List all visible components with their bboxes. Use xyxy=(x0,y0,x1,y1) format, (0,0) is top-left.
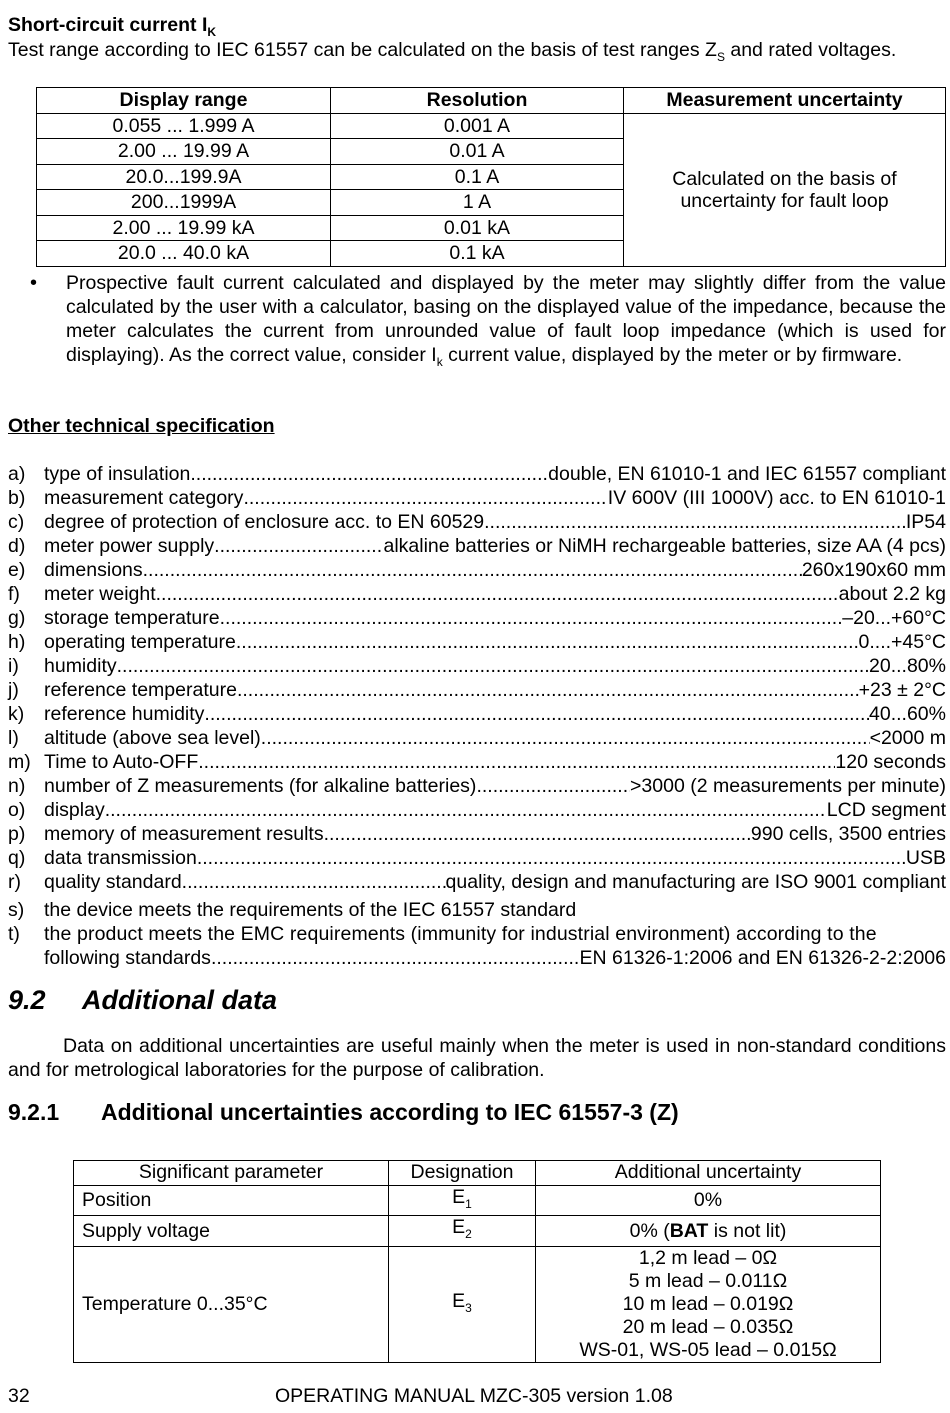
table-cell: $E_1$ xyxy=(389,1185,536,1216)
spec-label: the device meets the requirements of the IEC 61557 standard xyxy=(44,899,577,921)
spec-label: following standards xyxy=(44,947,211,969)
bullet-note: Prospective fault current calculated and displayed by the meter may slightly differ from the value calculated by the user with a calculator, basing on the displayed value of the impedance, because the meter calculates the current from unrounded value of fault loop impedance (which is used for displaying). As the correct value, consider $I_k$ current value, displayed by the meter or by firmware. xyxy=(66,272,946,369)
spec-letter: p) xyxy=(8,823,26,845)
table-cell: 20.0...199.9A xyxy=(37,164,331,190)
table-cell: $E_3$ xyxy=(389,1247,536,1363)
table-cell: Position xyxy=(74,1185,389,1216)
table-cell xyxy=(536,1247,881,1363)
spec-value: quality, design and manufacturing are ISO 9001 compliant xyxy=(445,871,946,893)
table-cell: 0.1 kA xyxy=(331,241,624,267)
section-heading-9-2-1: 9.2.1 Additional uncertainties according to IEC 61557-3 (Z) xyxy=(8,1099,679,1125)
spec-letter: c) xyxy=(8,511,25,533)
additional-data-paragraph: Data on additional uncertainties are useful mainly when the meter is used in non-standard conditions and for metrological laboratories for the purpose of calibration. xyxy=(8,1035,946,1081)
spec-letter: n) xyxy=(8,775,26,797)
spec-item xyxy=(8,534,946,558)
spec-value: EN 61326-1:2006 and EN 61326-2-2:2006 xyxy=(579,947,946,969)
table-header: Measurement uncertainty xyxy=(624,88,946,114)
spec-letter: q) xyxy=(8,847,26,869)
uncertainty-line: WS-01, WS-05 lead – 0.015Ω xyxy=(579,1339,837,1362)
table-cell: 1 A xyxy=(331,190,624,216)
table-cell: 2.00 ... 19.99 kA xyxy=(37,215,331,241)
leader-dots xyxy=(214,534,383,558)
table-header: Resolution xyxy=(331,88,624,114)
spec-item xyxy=(8,630,946,654)
spec-letter: h) xyxy=(8,631,26,653)
spec-value: about 2.2 kg xyxy=(838,583,946,605)
leader-dots xyxy=(182,870,446,894)
page-number: 32 xyxy=(8,1385,30,1407)
spec-value: double, EN 61010-1 and IEC 61557 compliant xyxy=(548,463,946,485)
table-cell: 0% xyxy=(536,1185,881,1216)
leader-dots xyxy=(236,630,859,654)
spec-value: LCD segment xyxy=(826,799,946,821)
leader-dots xyxy=(484,510,906,534)
spec-value: 40...60% xyxy=(869,703,946,725)
spec-letter: a) xyxy=(8,463,26,485)
spec-letter: d) xyxy=(8,535,26,557)
leader-dots xyxy=(243,486,607,510)
spec-label: data transmission xyxy=(44,847,197,869)
spec-letter: s) xyxy=(8,899,25,921)
spec-label: memory of measurement results xyxy=(44,823,324,845)
table-row xyxy=(74,1247,881,1363)
spec-letter: m) xyxy=(8,751,31,773)
spec-item xyxy=(8,558,946,582)
spec-label: dimensions xyxy=(44,559,143,581)
spec-label: Time to Auto-OFF xyxy=(44,751,199,773)
spec-label: type of insulation xyxy=(44,463,191,485)
table-row xyxy=(74,1216,881,1247)
spec-label: reference humidity xyxy=(44,703,205,725)
spec-letter: g) xyxy=(8,607,26,629)
uncertainty-line: 1,2 m lead – 0Ω xyxy=(638,1247,778,1270)
spec-label: operating temperature xyxy=(44,631,236,653)
uncertainty-line: 20 m lead – 0.035Ω xyxy=(622,1316,794,1339)
spec-item xyxy=(8,750,946,774)
section-title-short-circuit: Short-circuit current $I_K$ xyxy=(8,14,217,39)
table-header: Additional uncertainty xyxy=(536,1161,881,1186)
leader-dots xyxy=(476,774,630,798)
spec-value: USB xyxy=(905,847,946,869)
spec-item xyxy=(8,510,946,534)
table-header-row xyxy=(37,88,946,114)
bullet-icon: • xyxy=(30,272,38,294)
spec-letter: i) xyxy=(8,655,19,677)
spec-value: 990 cells, 3500 entries xyxy=(750,823,946,845)
spec-item xyxy=(8,898,946,922)
leader-dots xyxy=(211,946,580,970)
spec-letter: k) xyxy=(8,703,25,725)
leader-dots xyxy=(156,582,839,606)
spec-label: humidity xyxy=(44,655,117,677)
short-circuit-intro: Test range according to IEC 61557 can be calculated on the basis of test ranges $Z_S$ and rated voltages. xyxy=(8,39,897,64)
table-header: Significant parameter xyxy=(74,1161,389,1186)
leader-dots xyxy=(220,606,843,630)
spec-item xyxy=(8,798,946,822)
spec-item xyxy=(8,946,946,970)
uncertainty-line: uncertainty for fault loop xyxy=(680,189,889,212)
table-row xyxy=(37,113,946,139)
table-cell: 0.1 A xyxy=(331,164,624,190)
spec-letter: l) xyxy=(8,727,19,749)
leader-dots xyxy=(261,726,870,750)
leader-dots xyxy=(197,846,906,870)
table-cell: Temperature 0...35°C xyxy=(74,1247,389,1363)
spec-item xyxy=(8,606,946,630)
spec-label: measurement category xyxy=(44,487,244,509)
spec-item xyxy=(8,822,946,846)
spec-label: display xyxy=(44,799,105,821)
spec-item xyxy=(8,678,946,702)
uncertainty-line: 10 m lead – 0.019Ω xyxy=(622,1293,794,1316)
spec-value: 260x190x60 mm xyxy=(801,559,946,581)
spec-label: degree of protection of enclosure acc. to EN 60529 xyxy=(44,511,485,533)
spec-label: storage temperature xyxy=(44,607,220,629)
spec-item xyxy=(8,582,946,606)
spec-value: 120 seconds xyxy=(835,751,946,773)
table-header-row xyxy=(74,1161,881,1186)
spec-letter: b) xyxy=(8,487,26,509)
short-circuit-table xyxy=(36,87,946,267)
spec-value: >3000 (2 measurements per minute) xyxy=(630,775,946,797)
leader-dots xyxy=(237,678,859,702)
spec-label: altitude (above sea level) xyxy=(44,727,261,749)
spec-item xyxy=(8,486,946,510)
spec-label: reference temperature xyxy=(44,679,237,701)
spec-value: <2000 m xyxy=(869,727,946,749)
leader-dots xyxy=(117,654,869,678)
table-cell: 2.00 ... 19.99 A xyxy=(37,139,331,165)
spec-item xyxy=(8,726,946,750)
spec-item xyxy=(8,774,946,798)
uncertainty-cell xyxy=(624,113,946,266)
table-cell: 0.01 kA xyxy=(331,215,624,241)
section-heading-9-2: 9.2 Additional data xyxy=(8,985,277,1015)
spec-value: 20...80% xyxy=(869,655,946,677)
spec-letter: t) xyxy=(8,923,20,945)
uncertainty-line: 5 m lead – 0.011Ω xyxy=(628,1270,788,1293)
spec-item xyxy=(8,922,946,946)
other-spec-heading: Other technical specification xyxy=(8,415,275,437)
spec-item xyxy=(8,870,946,894)
table-cell: Supply voltage xyxy=(74,1216,389,1247)
spec-item xyxy=(8,702,946,726)
table-cell: 0.055 ... 1.999 A xyxy=(37,113,331,139)
spec-value: –20...+60°C xyxy=(842,607,946,629)
spec-item xyxy=(8,462,946,486)
table-cell: 20.0 ... 40.0 kA xyxy=(37,241,331,267)
spec-value: IP54 xyxy=(905,511,946,533)
table-header: Display range xyxy=(37,88,331,114)
table-cell: 200...1999A xyxy=(37,190,331,216)
uncertainty-line: Calculated on the basis of xyxy=(672,167,897,190)
spec-label: quality standard xyxy=(44,871,182,893)
leader-dots xyxy=(324,822,751,846)
spec-label: number of Z measurements (for alkaline batteries) xyxy=(44,775,477,797)
spec-letter: r) xyxy=(8,871,21,893)
spec-letter: j) xyxy=(8,679,19,701)
spec-label: meter weight xyxy=(44,583,156,605)
table-cell: $E_2$ xyxy=(389,1216,536,1247)
leader-dots xyxy=(198,750,835,774)
leader-dots xyxy=(105,798,827,822)
spec-label: meter power supply xyxy=(44,535,215,557)
leader-dots xyxy=(204,702,869,726)
spec-item xyxy=(8,846,946,870)
spec-letter: f) xyxy=(8,583,20,605)
spec-value: alkaline batteries or NiMH rechargeable batteries, size AA (4 pcs) xyxy=(383,535,946,557)
table-cell: 0.001 A xyxy=(331,113,624,139)
spec-value: +23 ± 2°C xyxy=(858,679,946,701)
leader-dots xyxy=(190,462,548,486)
table-header: Designation xyxy=(389,1161,536,1186)
spec-letter: e) xyxy=(8,559,26,581)
spec-value: IV 600V (III 1000V) acc. to EN 61010-1 xyxy=(607,487,946,509)
table-cell: 0% (BAT is not lit) xyxy=(536,1216,881,1247)
spec-label: the product meets the EMC requirements (immunity for industrial environment) according to the xyxy=(44,923,877,945)
spec-value: 0....+45°C xyxy=(858,631,946,653)
spec-letter: o) xyxy=(8,799,26,821)
additional-uncertainty-table xyxy=(73,1160,881,1363)
table-row xyxy=(74,1185,881,1216)
leader-dots xyxy=(143,558,802,582)
spec-item xyxy=(8,654,946,678)
footer-title: OPERATING MANUAL MZC-305 version 1.08 xyxy=(275,1385,673,1407)
table-cell: 0.01 A xyxy=(331,139,624,165)
